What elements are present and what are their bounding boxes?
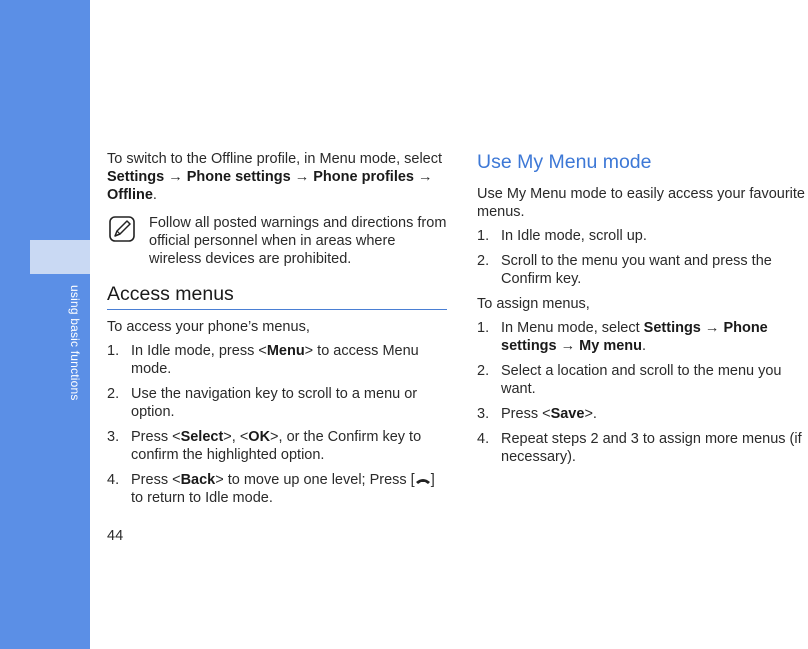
step-text: Scroll to the menu you want and press the Confirm key. [501,253,772,287]
step-text: >, or the Confirm key to confirm the highlighted option. [131,429,422,463]
step-number: 2. [107,386,120,402]
key-select: Select [180,429,224,445]
sidebar-tab-marker [30,240,90,274]
step-number: 2. [477,363,490,379]
left-column [107,150,447,514]
path-phone-profiles: Phone profiles [313,169,414,185]
note-pencil-icon [109,216,135,242]
key-menu: Menu [266,343,305,359]
step-text: Press < [501,406,551,422]
key-save: Save [550,406,585,422]
step-text: In Idle mode, press < [131,343,267,359]
step-text: Use the navigation key to scroll to a menu or option. [131,386,418,420]
step-text: . [642,338,647,354]
right-column [477,150,808,473]
access-menus-steps [107,342,447,507]
sidebar-band [0,0,90,649]
list-item [107,471,447,507]
path-my-menu: My menu [579,338,642,354]
list-item [107,428,447,464]
list-item [107,385,447,421]
step-number: 4. [477,431,490,447]
step-text: ] to return to Idle mode. [131,472,435,506]
path-arrow: → [700,320,724,336]
step-text: > to move up one level; Press [ [215,472,415,488]
path-offline: Offline [107,187,153,203]
step-number: 3. [477,406,490,422]
path-settings: Settings [643,320,701,336]
list-item [477,252,808,288]
step-text: > to access Menu mode. [131,343,419,377]
step-text: Repeat steps 2 and 3 to assign more menus (if necessary). [501,431,802,465]
step-number: 3. [107,429,120,445]
offline-intro-paragraph [107,150,447,204]
note-text: Follow all posted warnings and directions from official personnel when in areas where wireless devices are prohibited. [149,215,447,267]
my-menu-steps [477,227,808,288]
step-number: 1. [477,228,490,244]
step-text: Press < [131,472,181,488]
path-phone-settings: Phone settings [501,320,768,354]
intro-text: To switch to the Offline profile, in Menu mode, select [107,151,443,167]
list-item [477,362,808,398]
step-number: 2. [477,253,490,269]
my-menu-lead: Use My Menu mode to easily access your favourite menus. [477,186,805,220]
step-text: Press < [131,429,181,445]
key-back: Back [180,472,216,488]
page-number: 44 [107,528,124,544]
step-text: In Idle mode, scroll up. [501,228,647,244]
path-arrow: → [413,169,433,185]
path-arrow: → [556,338,580,354]
intro-period: . [152,187,157,203]
step-text: >. [584,406,597,422]
assign-menus-steps [477,319,808,466]
access-menus-lead: To access your phone’s menus, [107,319,310,335]
path-phone-settings: Phone settings [186,169,291,185]
path-settings: Settings [107,169,165,185]
step-number: 4. [107,472,120,488]
path-arrow: → [290,169,314,185]
list-item [477,405,808,423]
path-arrow: → [164,169,187,185]
list-item [477,227,808,245]
section-heading-my-menu: Use My Menu mode [477,151,652,173]
step-text: >, < [223,429,249,445]
list-item [107,342,447,378]
end-call-key-icon [415,475,431,485]
step-text: In Menu mode, select [501,320,644,336]
step-number: 1. [477,320,490,336]
assign-menus-lead: To assign menus, [477,296,590,312]
step-text: Select a location and scroll to the menu you want. [501,363,782,397]
key-ok: OK [248,429,271,445]
step-number: 1. [107,343,120,359]
sidebar-chapter-label: using basic functions [68,285,82,401]
list-item [477,319,808,355]
section-heading-access-menus: Access menus [107,282,447,310]
list-item [477,430,808,466]
note-box [107,214,447,268]
